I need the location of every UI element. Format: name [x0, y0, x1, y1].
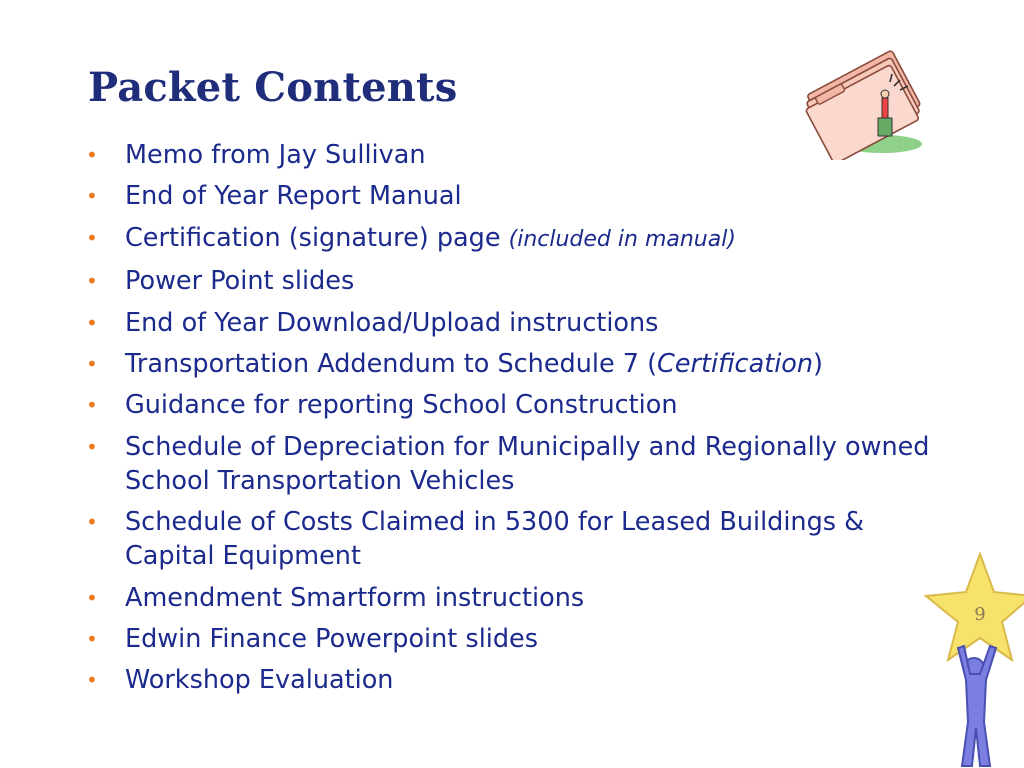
- list-item: [86, 581, 946, 615]
- list-item: [86, 221, 946, 257]
- list-item: [86, 505, 946, 573]
- list-item: [86, 388, 946, 422]
- bullet-icon: •: [86, 143, 98, 167]
- list-item: [86, 179, 946, 213]
- list-item: [86, 347, 946, 381]
- slide-title: Packet Contents: [88, 64, 458, 111]
- item-text: Guidance for reporting School Construction: [125, 390, 678, 421]
- bullet-icon: •: [86, 434, 98, 459]
- bullet-icon: •: [86, 310, 98, 335]
- list-item: [86, 264, 946, 298]
- item-text: End of Year Download/Upload instructions: [125, 307, 659, 338]
- list-item: [86, 663, 946, 697]
- bullet-icon: •: [86, 351, 98, 376]
- item-text: Edwin Finance Powerpoint slides: [125, 623, 539, 654]
- item-text: Certification (signature) page: [125, 222, 509, 253]
- bullet-icon: •: [86, 269, 98, 294]
- bullet-icon: •: [86, 510, 98, 535]
- page-number: 9: [974, 604, 986, 625]
- star-person-clipart-icon: [920, 552, 1024, 768]
- file-folder-clipart-icon: [796, 40, 932, 160]
- item-text-italic: Certification: [657, 348, 814, 379]
- item-text: Schedule of Costs Claimed in 5300 for Leased Buildings & Capital Equipment: [125, 507, 865, 572]
- item-text-suffix: ): [813, 348, 823, 379]
- list-item: [86, 430, 946, 498]
- bullet-icon: •: [86, 668, 98, 693]
- item-text-prefix: Transportation Addendum to Schedule 7 (: [125, 348, 658, 379]
- item-text: End of Year Report Manual: [125, 181, 462, 212]
- bullet-icon: •: [86, 184, 98, 209]
- bullet-icon: •: [86, 225, 98, 250]
- bullet-icon: •: [86, 626, 98, 651]
- list-item: [86, 306, 946, 340]
- item-text: Memo from Jay Sullivan: [125, 140, 426, 170]
- item-text: Amendment Smartform instructions: [125, 582, 585, 613]
- item-text: Schedule of Depreciation for Municipally and Regionally owned School Transportation Vehicles: [125, 431, 930, 496]
- item-text: Power Point slides: [125, 266, 355, 297]
- list-item: [86, 622, 946, 656]
- bullet-icon: •: [86, 585, 98, 610]
- item-note: (included in manual): [508, 226, 736, 252]
- bullet-list: [86, 138, 946, 705]
- bullet-icon: •: [86, 393, 98, 418]
- item-text: Workshop Evaluation: [125, 665, 394, 696]
